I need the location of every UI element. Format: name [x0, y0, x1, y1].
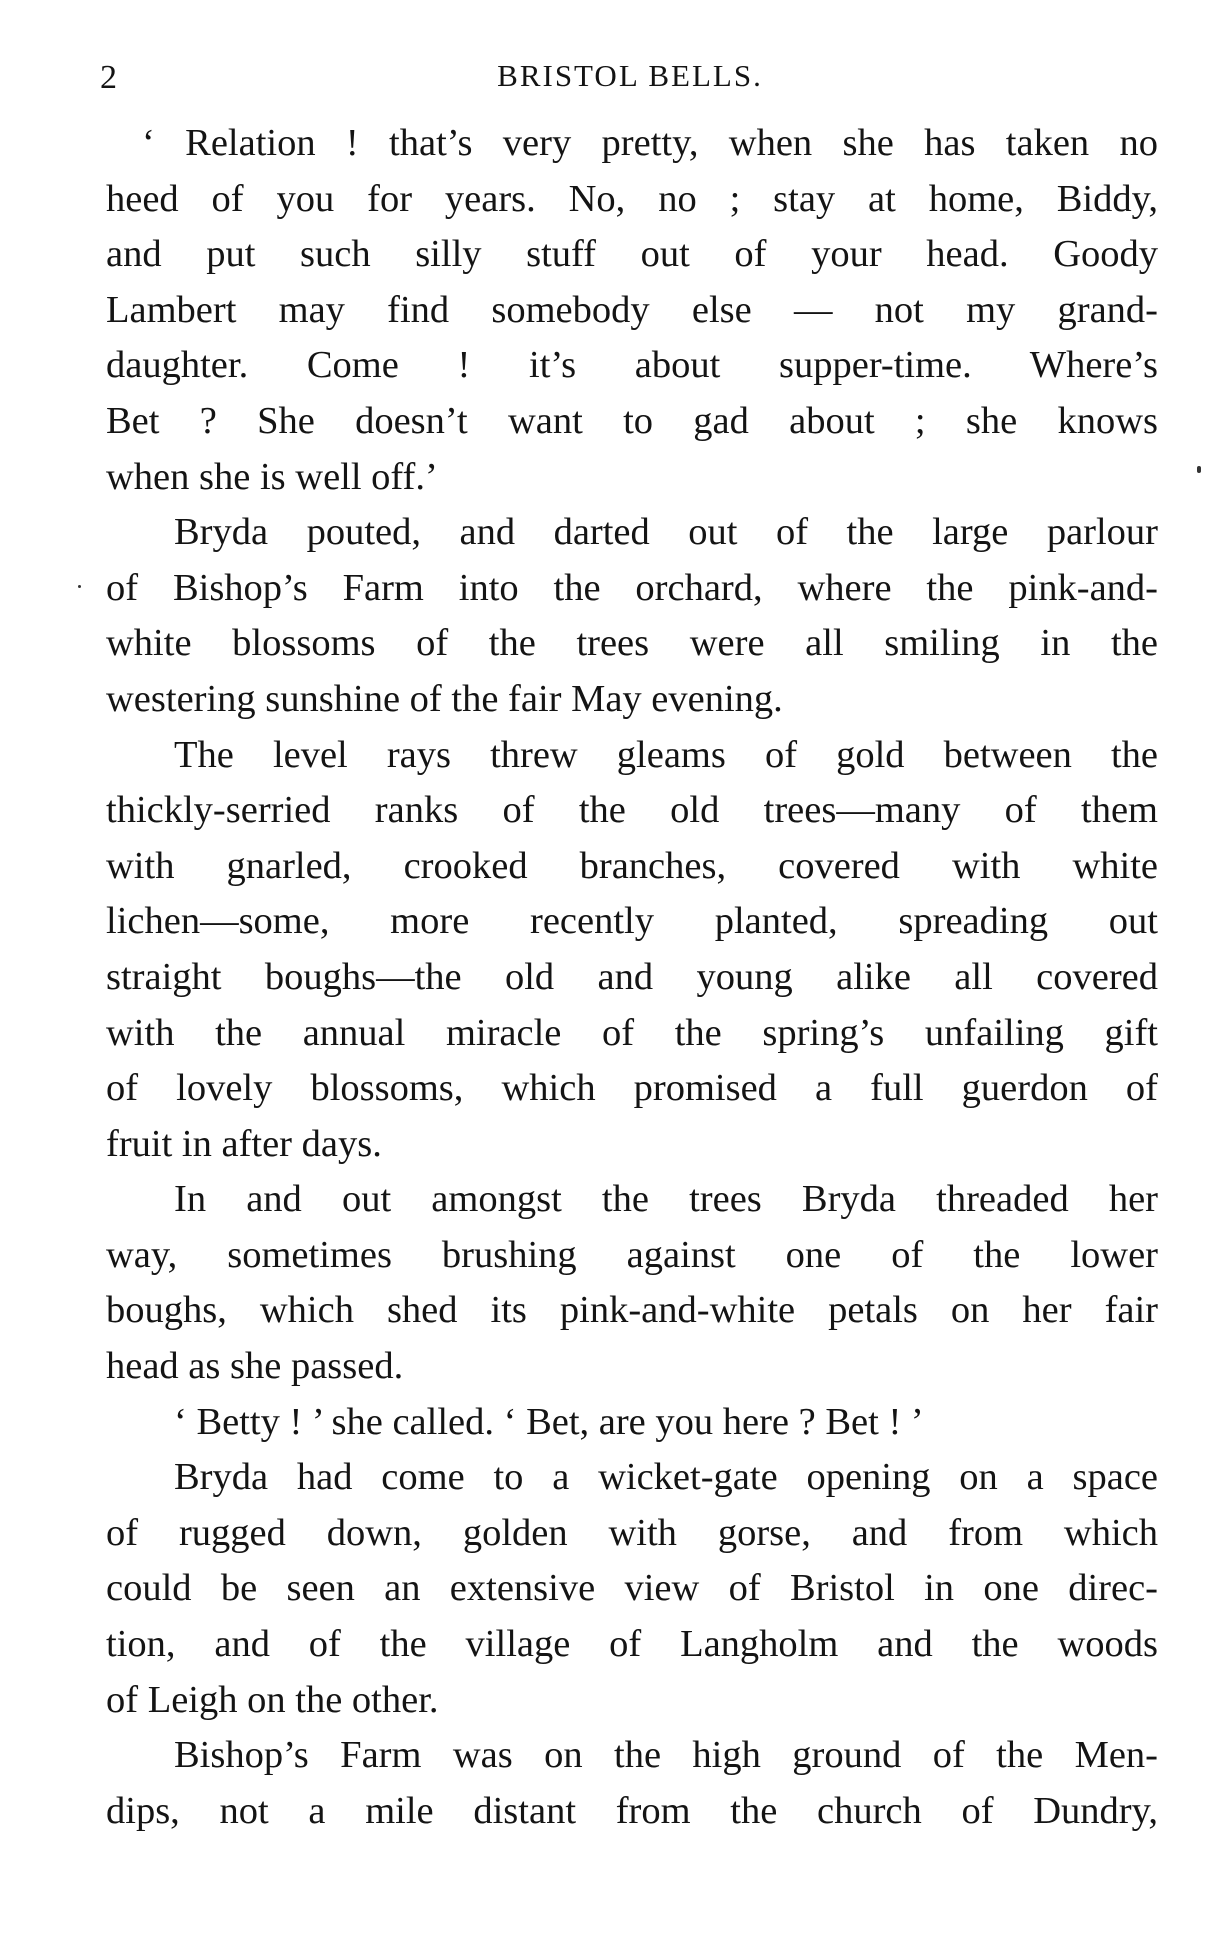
text-line: daughter. Come ! it’s about supper-time. Where’s [106, 344, 1158, 387]
running-head: BRISTOL BELLS. [497, 58, 763, 93]
text-line: In and out amongst the trees Bryda threaded her [174, 1178, 1158, 1221]
page-header [100, 52, 1160, 98]
text-line: of Bishop’s Farm into the orchard, where the pink-and- [106, 566, 1158, 609]
text-line: Bet ? She doesn’t want to gad about ; she knows [106, 399, 1158, 442]
text-line: Bryda pouted, and darted out of the large parlour [174, 511, 1158, 554]
text-line: and put such silly stuff out of your head. Goody [106, 233, 1158, 276]
text-line: heed of you for years. No, no ; stay at home, Biddy, [106, 177, 1158, 220]
body-text [106, 116, 1158, 1839]
text-line: tion, and of the village of Langholm and the woods [106, 1623, 1158, 1666]
text-line: with gnarled, crooked branches, covered with white [106, 844, 1158, 887]
scan-speck [1197, 466, 1201, 473]
text-line: The level rays threw gleams of gold between the [174, 733, 1158, 776]
text-line: boughs, which shed its pink-and-white petals on her fair [106, 1289, 1158, 1332]
text-line: of Leigh on the other. [106, 1678, 439, 1721]
text-line: head as she passed. [106, 1345, 404, 1388]
text-line: westering sunshine of the fair May evening. [106, 677, 783, 720]
text-line: fruit in after days. [106, 1122, 382, 1165]
text-line: with the annual miracle of the spring’s unfailing gift [106, 1011, 1158, 1054]
text-line: white blossoms of the trees were all smiling in the [106, 622, 1158, 665]
text-line: of lovely blossoms, which promised a full guerdon of [106, 1067, 1158, 1110]
text-line: dips, not a mile distant from the church of Dundry, [106, 1789, 1158, 1832]
text-line: way, sometimes brushing against one of the lower [106, 1233, 1158, 1276]
text-line: could be seen an extensive view of Bristol in one direc- [106, 1567, 1158, 1610]
text-line: ‘ Betty ! ’ she called. ‘ Bet, are you here ? Bet ! ’ [174, 1400, 924, 1443]
scan-speck [78, 585, 81, 588]
text-line: Bishop’s Farm was on the high ground of the Men- [174, 1734, 1158, 1777]
text-line: straight boughs—the old and young alike all covered [106, 955, 1158, 998]
text-line: Lambert may find somebody else — not my grand- [106, 288, 1158, 331]
text-line: when she is well off.’ [106, 455, 438, 498]
text-line: Bryda had come to a wicket-gate opening on a space [174, 1456, 1158, 1499]
text-line: ‘ Relation ! that’s very pretty, when she has taken no [142, 122, 1158, 164]
text-line: lichen—some, more recently planted, spreading out [106, 900, 1158, 943]
page-number: 2 [100, 59, 117, 96]
text-line: of rugged down, golden with gorse, and from which [106, 1511, 1158, 1554]
text-line: thickly-serried ranks of the old trees—many of them [106, 789, 1158, 832]
